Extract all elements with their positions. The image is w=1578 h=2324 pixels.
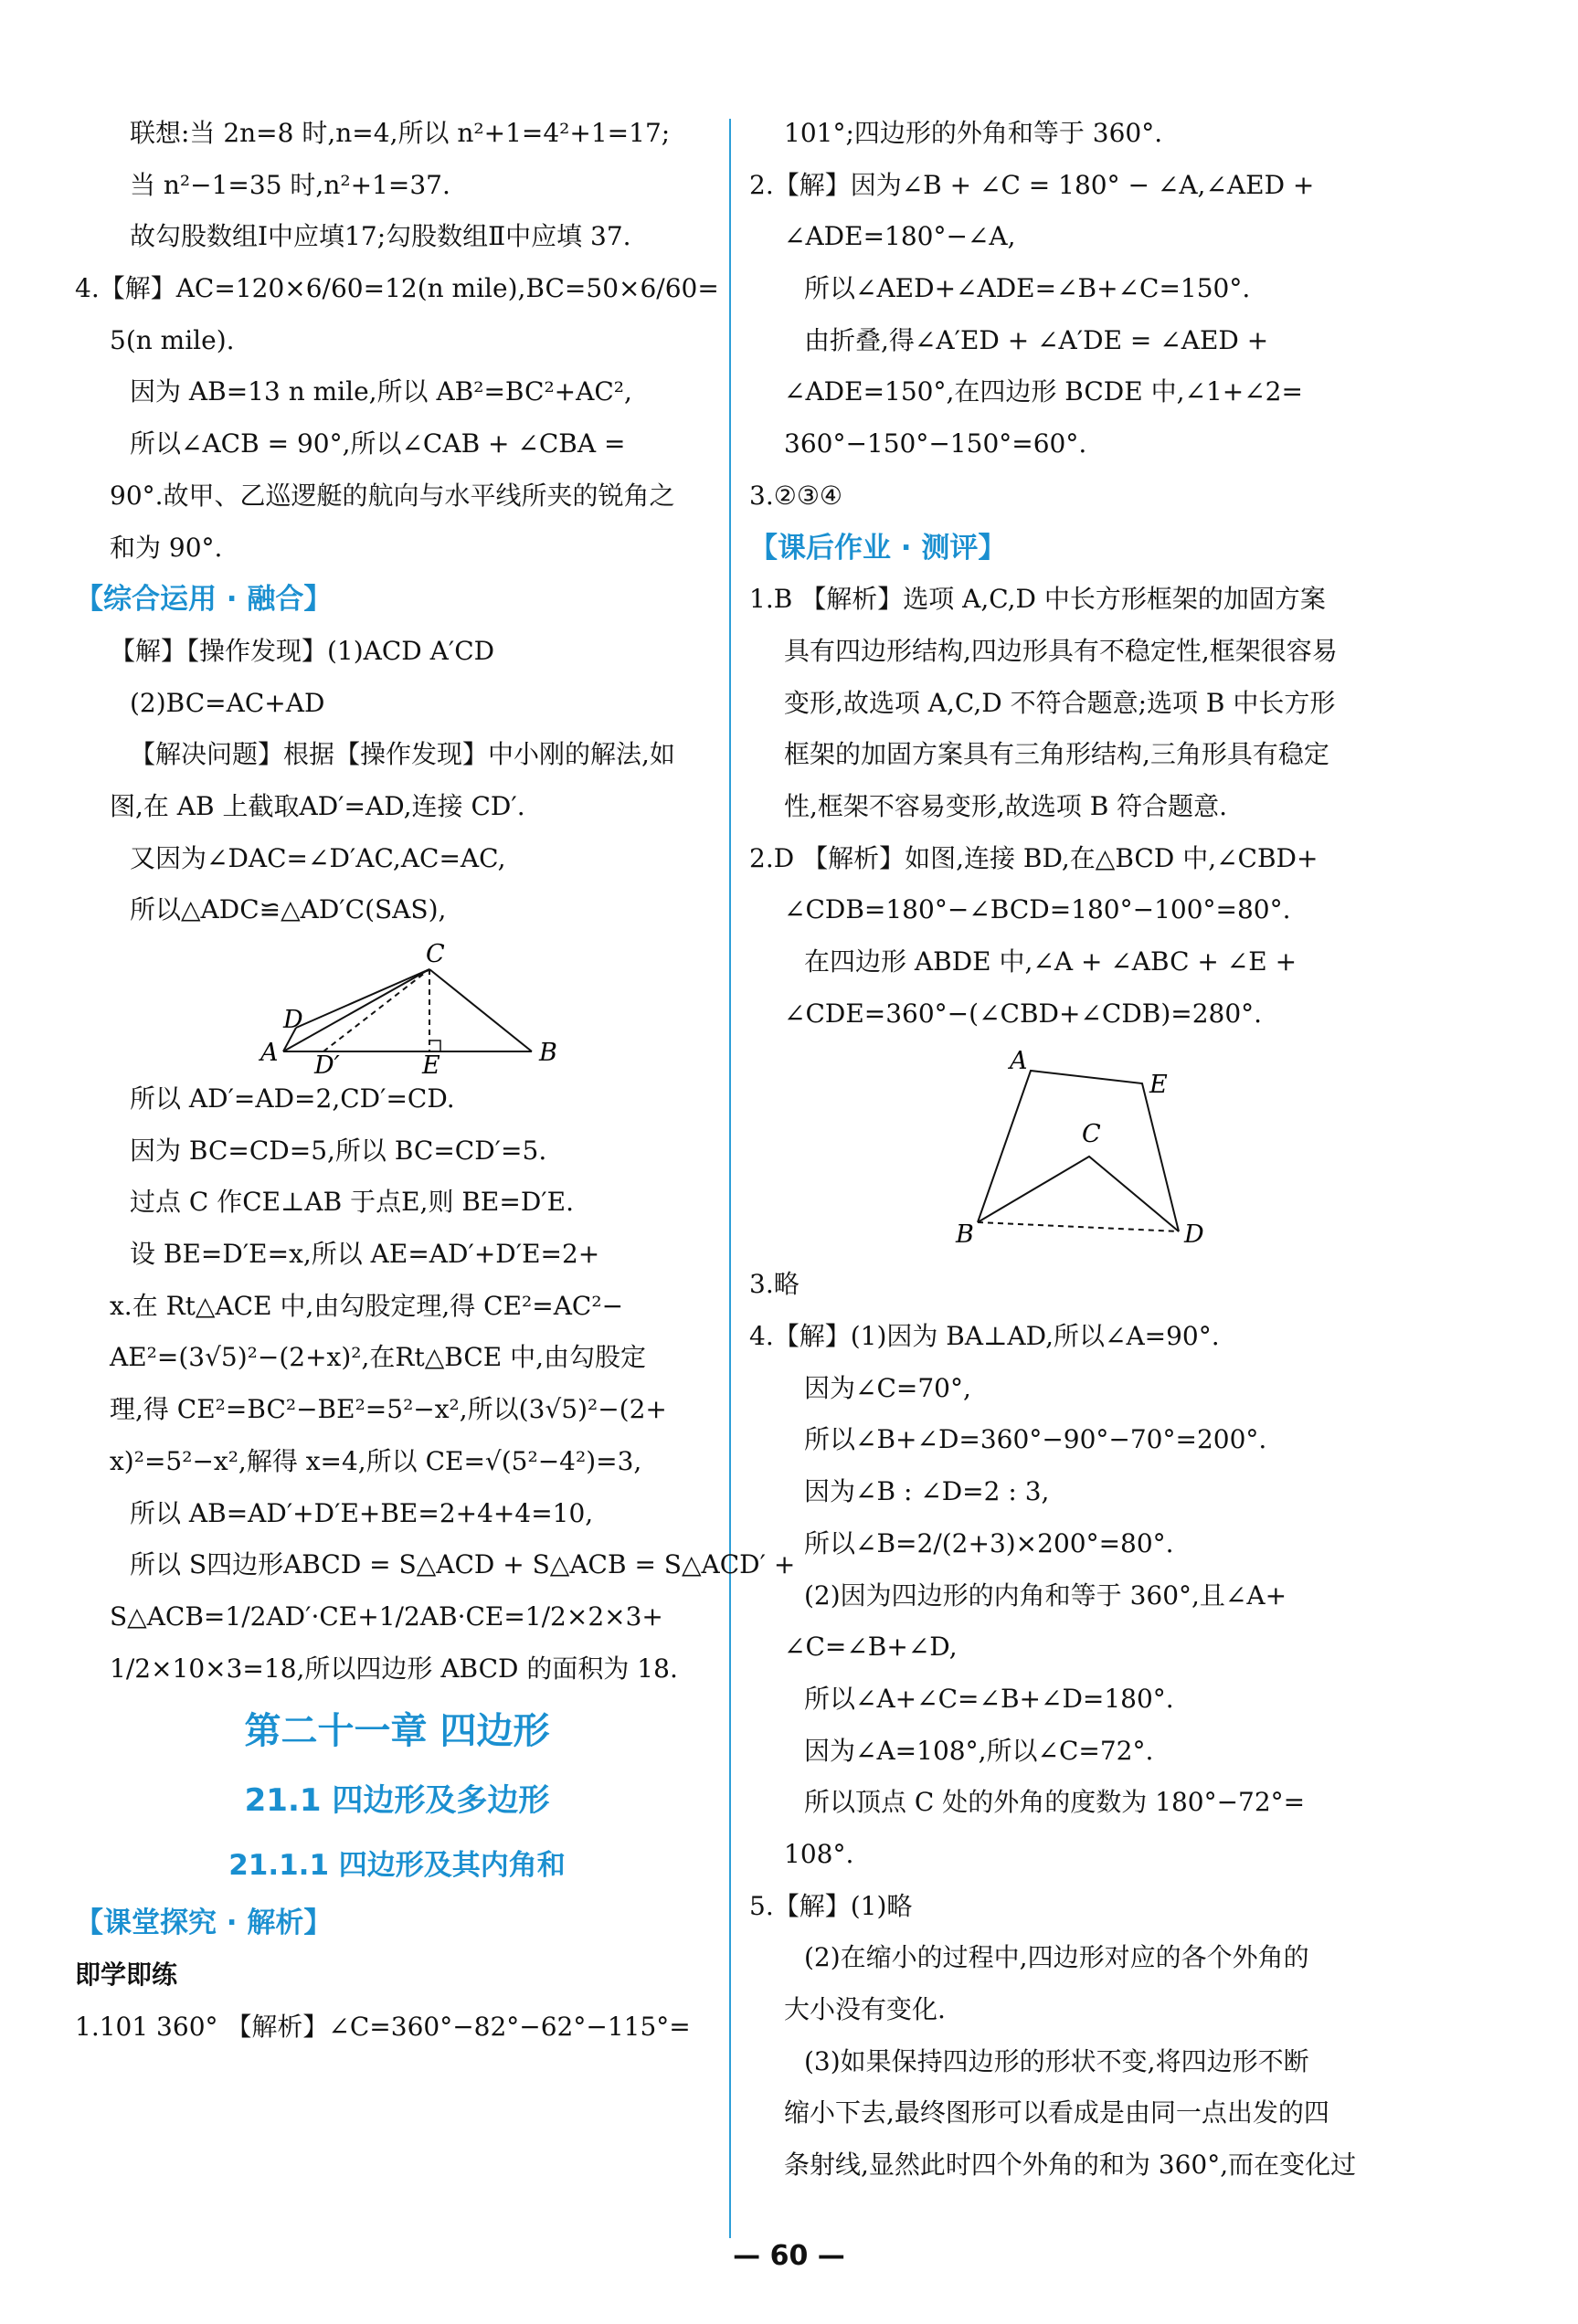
text-line: 108°. (784, 1838, 854, 1869)
text-line: 当 n²−1=35 时,n²+1=37. (130, 169, 450, 200)
text-line: 联想:当 2n=8 时,n=4,所以 n²+1=4²+1=17; (130, 118, 671, 148)
text-line: 【解决问题】根据【操作发现】中小刚的解法,如 (130, 739, 675, 770)
practice-heading: 即学即练 (75, 1959, 178, 1990)
text-line: 大小没有变化. (784, 1994, 946, 2024)
text-line: 因为∠A=108°,所以∠C=72°. (804, 1735, 1154, 1766)
section-title: 21.1 四边形及多边形 (244, 1782, 550, 1820)
text-line: 因为 BC=CD=5,所以 BC=CD′=5. (130, 1135, 547, 1166)
text-line: 所以 AB=AD′+D′E+BE=2+4+4=10, (130, 1497, 594, 1528)
text-line: 性,框架不容易变形,故选项 B 符合题意. (784, 790, 1228, 821)
text-line: 框架的加固方案具有三角形结构,三角形具有稳定 (784, 739, 1329, 770)
label-e: E (422, 1051, 440, 1073)
page-number: — 60 — (733, 2240, 845, 2272)
text-line: 所以顶点 C 处的外角的度数为 180°−72°= (804, 1787, 1306, 1818)
text-line: 1/2×10×3=18,所以四边形 ABCD 的面积为 18. (110, 1653, 678, 1684)
text-line: (2)在缩小的过程中,四边形对应的各个外角的 (804, 1942, 1309, 1973)
text-line: 图,在 AB 上截取AD′=AD,连接 CD′. (110, 790, 525, 821)
question-2: 2.【解】因为∠B + ∠C = 180° − ∠A,∠AED + (749, 169, 1315, 200)
text-line: 缩小下去,最终图形可以看成是由同一点出发的四 (784, 2097, 1329, 2129)
text-line: 因为∠C=70°, (804, 1372, 971, 1403)
text-line: 360°−150°−150°=60°. (784, 428, 1087, 460)
text-line: 在四边形 ABDE 中,∠A + ∠ABC + ∠E + (804, 946, 1297, 977)
question-4: 4.【解】(1)因为 BA⊥AD,所以∠A=90°. (749, 1321, 1220, 1352)
question-4: 4.【解】AC=120×6/60=12(n mile),BC=50×6/60= (75, 273, 719, 304)
text-line: (3)如果保持四边形的形状不变,将四边形不断 (804, 2045, 1309, 2076)
text-line: 所以∠A+∠C=∠B+∠D=180°. (804, 1683, 1174, 1714)
text-line: ∠C=∠B+∠D, (784, 1632, 958, 1663)
column-divider (729, 119, 731, 2238)
text-line: 101°;四边形的外角和等于 360°. (784, 118, 1163, 148)
text-line: 因为 AB=13 n mile,所以 AB²=BC²+AC², (130, 376, 632, 407)
text-line: (2)BC=AC+AD (130, 687, 325, 718)
text-line: 1.101 360° 【解析】∠C=360°−82°−62°−115°= (75, 2011, 691, 2042)
label-d: D (283, 1006, 303, 1034)
label-d-prime: D′ (314, 1051, 340, 1073)
text-line: 由折叠,得∠A′ED + ∠A′DE = ∠AED + (804, 324, 1269, 355)
text-line: 所以∠B=2/(2+3)×200°=80°. (804, 1527, 1174, 1558)
section-heading-homework: 【课后作业 · 测评】 (749, 531, 1007, 565)
text-line: 所以 S四边形ABCD = S△ACD + S△ACB = S△ACD′ + (130, 1549, 796, 1580)
label-a: A (1010, 1047, 1028, 1076)
text-line: 变形,故选项 A,C,D 不符合题意;选项 B 中长方形 (784, 687, 1336, 718)
text-line: 因为∠B : ∠D=2 : 3, (804, 1476, 1050, 1507)
text-line: 所以△ADC≌△AD′C(SAS), (130, 894, 447, 925)
text-line: x)²=5²−x²,解得 x=4,所以 CE=√(5²−4²)=3, (110, 1445, 642, 1476)
right-column (749, 108, 1398, 2192)
text-line: ∠CDB=180°−∠BCD=180°−100°=80°. (784, 894, 1291, 925)
text-line: AE²=(3√5)²−(2+x)²,在Rt△BCE 中,由勾股定 (110, 1342, 647, 1373)
text-line: 3.略 (749, 1269, 800, 1300)
question-3: 3.②③④ (749, 480, 843, 511)
subsection-title: 21.1.1 四边形及其内角和 (228, 1849, 566, 1883)
text-line: 理,得 CE²=BC²−BE²=5²−x²,所以(3√5)²−(2+ (110, 1394, 667, 1425)
text-line: 过点 C 作CE⊥AB 于点E,则 BE=D′E. (130, 1187, 574, 1218)
label-e: E (1149, 1071, 1168, 1100)
text-line: 1.B 【解析】选项 A,C,D 中长方形框架的加固方案 (749, 584, 1326, 615)
text-line: 设 BE=D′E=x,所以 AE=AD′+D′E=2+ (130, 1239, 600, 1270)
text-line: 具有四边形结构,四边形具有不稳定性,框架很容易 (784, 635, 1338, 666)
text-line: 所以∠AED+∠ADE=∠B+∠C=150°. (804, 273, 1251, 304)
figure-quadrilateral-abde (749, 1040, 1398, 1259)
chapter-title: 第二十一章 四边形 (244, 1710, 550, 1753)
text-line: S△ACB=1/2AD′·CE+1/2AB·CE=1/2×2×3+ (110, 1600, 663, 1632)
figure-triangle-adc (75, 936, 719, 1073)
text-line: (2)因为四边形的内角和等于 360°,且∠A+ (804, 1579, 1287, 1611)
text-line: ∠CDE=360°−(∠CBD+∠CDB)=280°. (784, 998, 1263, 1029)
label-b: B (956, 1220, 974, 1250)
text-line: 2.D 【解析】如图,连接 BD,在△BCD 中,∠CBD+ (749, 842, 1319, 873)
label-c: C (426, 940, 445, 968)
text-line: 又因为∠DAC=∠D′AC,AC=AC, (130, 842, 506, 873)
geometry-figure-1 (75, 936, 719, 1073)
text-line: 【解】【操作发现】(1)ACD A′CD (110, 635, 495, 666)
text-line: 90°.故甲、乙巡逻艇的航向与水平线所夹的锐角之 (110, 480, 675, 511)
text-line: 和为 90°. (110, 532, 223, 563)
label-c: C (1082, 1120, 1101, 1149)
section-heading-classroom: 【课堂探究 · 解析】 (75, 1907, 333, 1940)
label-b: B (539, 1039, 557, 1067)
section-heading-comprehensive: 【综合运用 · 融合】 (75, 583, 333, 617)
text-line: x.在 Rt△ACE 中,由勾股定理,得 CE²=AC²− (110, 1290, 624, 1321)
question-5: 5.【解】(1)略 (749, 1890, 913, 1921)
text-line: 条射线,显然此时四个外角的和为 360°,而在变化过 (784, 2150, 1357, 2181)
text-line: ∠ADE=180°−∠A, (784, 221, 1016, 252)
text-line: 所以∠ACB = 90°,所以∠CAB + ∠CBA = (130, 428, 626, 460)
text-line: 所以 AD′=AD=2,CD′=CD. (130, 1083, 455, 1114)
text-line: 所以∠B+∠D=360°−90°−70°=200°. (804, 1424, 1267, 1455)
label-d: D (1184, 1220, 1204, 1250)
label-a: A (260, 1039, 279, 1067)
geometry-figure-2 (749, 1040, 1398, 1259)
text-line: 故勾股数组Ⅰ中应填17;勾股数组Ⅱ中应填 37. (130, 221, 631, 252)
text-line: 5(n mile). (110, 324, 235, 355)
text-line: ∠ADE=150°,在四边形 BCDE 中,∠1+∠2= (784, 376, 1303, 407)
